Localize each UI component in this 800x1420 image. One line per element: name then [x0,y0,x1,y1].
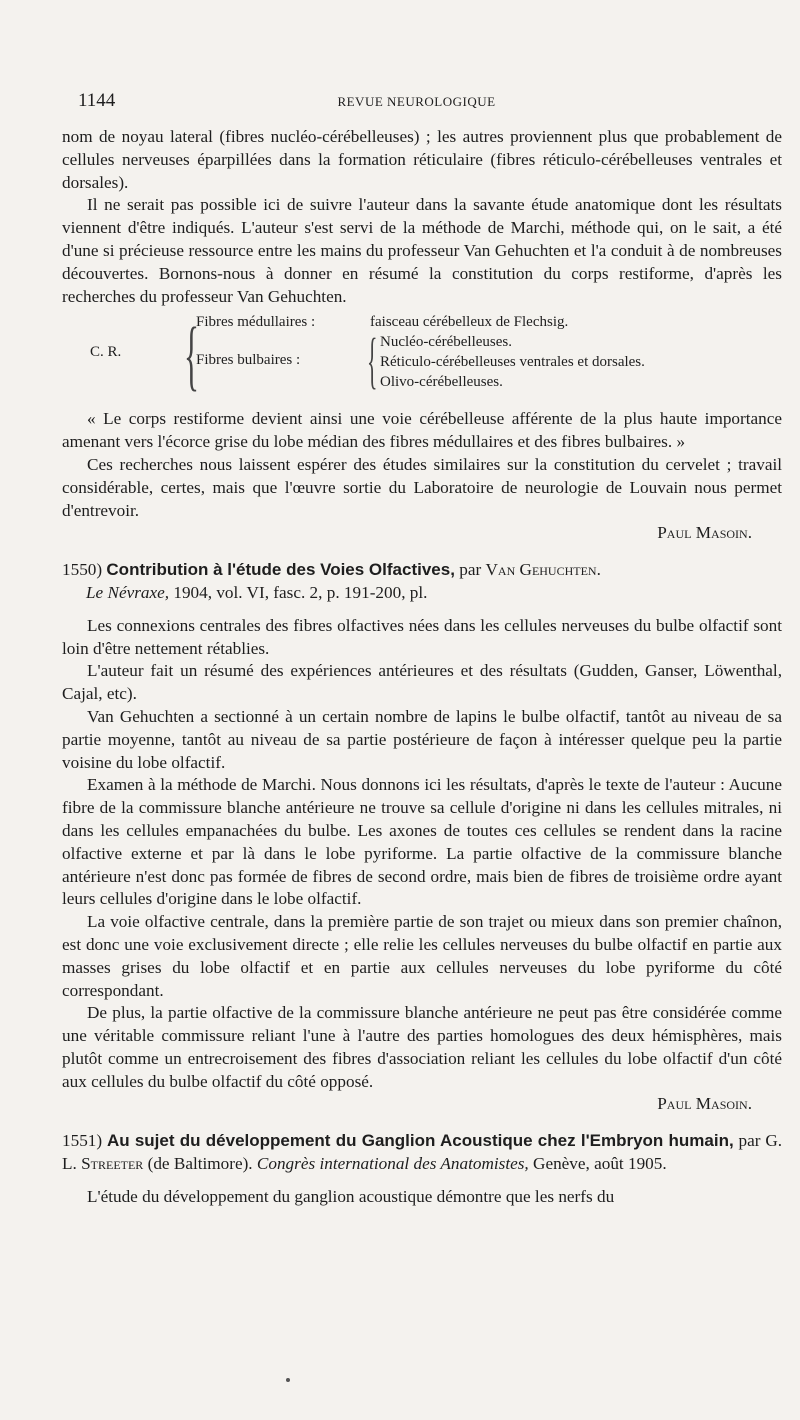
article-1551-number: 1551) [62,1131,103,1151]
article-1550-paragraph: Van Gehuchten a sectionné à un certain nombre de lapins le bulbe olfactif, tantôt au niveau de sa partie moyenne, tantôt au niveau de sa partie postérieure de façon à intéresser quelque peu la partie voisine du lobe olfactif. [62,706,782,772]
scheme-inner-brace: { [367,327,378,396]
intro-paragraph-1: nom de noyau lateral (fibres nucléo-cérébelleuses) ; les autres proviennent plus que probablement de cellules nerveuses éparpillées dans la formation réticulaire (fibres réticulo-cérébelleuses ventrales et dorsales). [62,127,782,192]
signature-2: Paul Masoin. [657,1094,752,1114]
article-1551-title: Au sujet du développement du Ganglion Acoustique chez l'Embryon humain, [106,1131,734,1151]
article-1550-citation: Le Névraxe, 1904, vol. VI, fasc. 2, p. 191-200, pl. [86,582,428,602]
article-1550-heading: 1550) Contribution à l'étude des Voies Olfactives, par Van Gehuchten. [62,560,601,580]
article-1550-paragraph: La voie olfactive centrale, dans la première partie de son trajet ou mieux dans son premier chaînon, est donc une voie exclusivement directe ; elle relie les cellules nerveuses du bulbe olfactif en partie aux masses grises du lobe olfactif et en partie aux cellules nerveuses du lobe pyriforme du côté correspondant. [62,912,782,1000]
scheme-row1-right: faisceau cérébelleux de Flechsig. [370,314,569,331]
article-1551 [62,1130,782,1208]
quote-paragraph: « Le corps restiforme devient ainsi une voie cérébelleuse afférente de la plus haute importance amenant vers l'écorce grise du lobe médian des fibres médullaires et des fibres bulbaires. » [62,409,782,452]
intro-paragraph-2: Il ne serait pas possible ici de suivre l'auteur dans la savante étude anatomique dont les résultats viennent d'être indiqués. L'auteur s'est servi de la méthode de Marchi, méthode qui, on le sait, a été d'une si précieuse ressource entre les mains du professeur Van Gehuchten et l'a conduit à de nombreuses découvertes. Bornons-nous à donner en résumé la constitution du corps restiforme, d'après les recherches du professeur Van Gehuchten. [62,195,782,306]
page-mark [286,1378,290,1382]
scheme-item-2: Réticulo-cérébelleuses ventrales et dorsales. [380,354,645,371]
article-1550-paragraph: L'auteur fait un résumé des expériences antérieures et des résultats (Gudden, Ganser, Löwenthal, Cajal, etc). [62,661,782,704]
article-1550-author: Van Gehuchten. [485,560,601,580]
article-1550-paragraph: De plus, la partie olfactive de la commissure blanche antérieure ne peut pas être considérée comme une véritable commissure reliant l'une à l'autre des parties homologues des deux hémisphères, mais plutôt comme un entrecroisement des fibres d'association reliant les cellules du lobe olfactif d'un côté aux cellules du bulbe olfactif du côté opposé. [62,1003,782,1091]
scheme-row2-left: Fibres bulbaires : [196,352,301,369]
article-1550-title: Contribution à l'étude des Voies Olfactives, [106,560,455,580]
scheme-label: C. R. [90,344,122,361]
article-1551-journal: Congrès international des Anatomistes, [256,1154,529,1174]
restiform-body-scheme [62,310,782,402]
running-title: REVUE NEUROLOGIQUE [337,94,496,109]
closing-paragraph [62,454,782,522]
article-1550 [62,559,782,1116]
article-1550-number: 1550) [62,560,103,580]
scheme-item-1: Nucléo-cérébelleuses. [380,334,513,351]
article-1550-paragraph: Examen à la méthode de Marchi. Nous donnons ici les résultats, d'après le texte de l'auteur : Aucune fibre de la commissure blanche antérieure ne trouve sa cellule d'origine ni dans les cellules mitrales, ni dans les cellules empanachées du bulbe. Les axones de toutes ces cellules se rendent dans la racine olfactive externe et par là dans le lobe pyriforme. La partie olfactive de la commissure blanche antérieure n'est donc pas formée de fibres de second ordre, mais bien de fibres de troisième ordre ayant leurs cellules d'origine dans le lobe olfactif. [62,775,782,909]
article-1550-paragraph: Les connexions centrales des fibres olfactives nées dans les cellules nerveuses du bulbe olfactif sont loin d'être nettement rétablies. [62,615,782,658]
page-header [78,90,755,116]
scheme-row1-left: Fibres médullaires : [196,314,316,331]
closing-text: Ces recherches nous laissent espérer des études similaires sur la constitution du cervelet ; travail considérable, certes, mais que l'œuvre sortie du Laboratoire de neurologie de Louvain nous permet d'entrevoir. [62,454,782,520]
article-1551-heading: 1551) Au sujet du développement du Ganglion Acoustique chez l'Embryon humain, par G. L. Streeter (de Baltimore). Congrès international des Anatomistes, Genève, août 1905. [62,1131,783,1174]
signature-1: Paul Masoin. [657,523,752,543]
scheme-item-3: Olivo-cérébelleuses. [380,374,503,391]
article-1551-paragraph: L'étude du développement du ganglion acoustique démontre que les nerfs du [87,1186,615,1206]
text-column [62,126,782,1209]
scheme-outer-brace: { [184,311,199,399]
article-1551-author: G. L. Streeter [62,1131,783,1174]
page-number: 1144 [78,90,116,111]
